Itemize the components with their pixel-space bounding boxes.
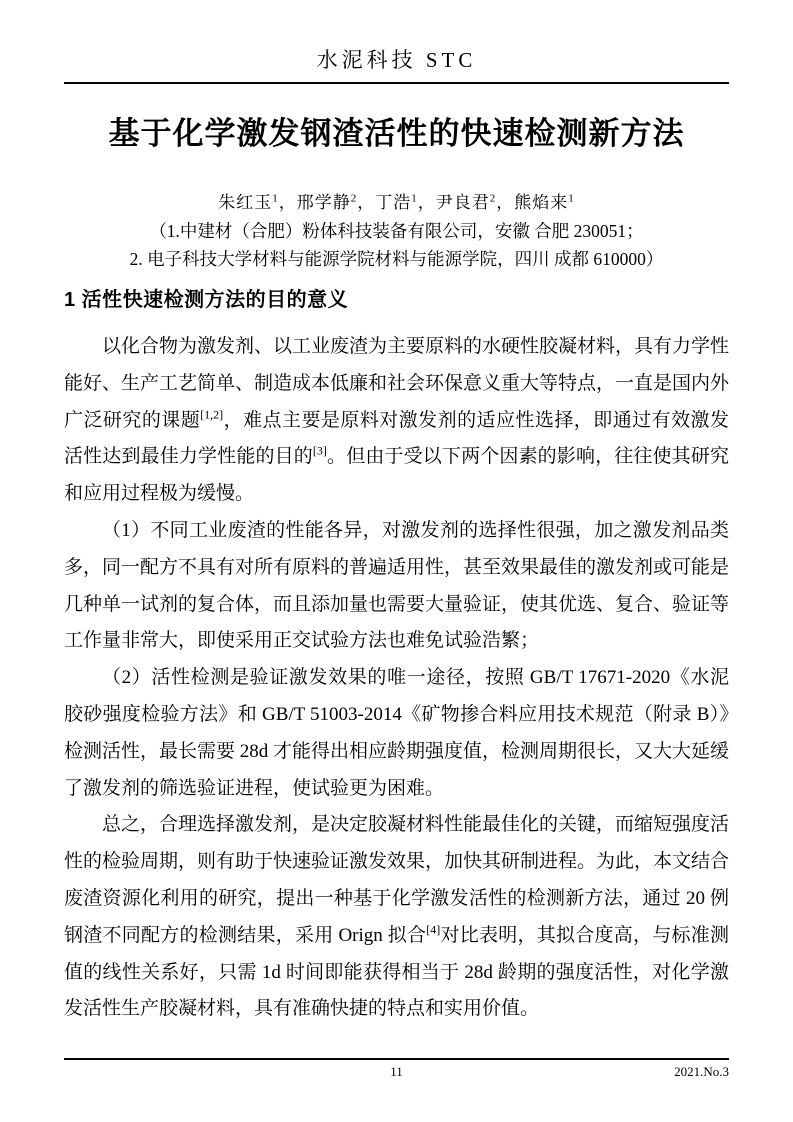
article-title: 基于化学激发钢渣活性的快速检测新方法 xyxy=(108,116,685,151)
issue-label: 2021.No.3 xyxy=(674,1064,729,1079)
text-run: 对比表明，其拟合度高，与标准测值的线性关系好，只需 1d 时间即能获得相当于 28d 龄期的强度活性，对化学激发活性生产胶凝材料，具有准确快捷的特点和实用价值。 xyxy=(64,924,729,1020)
authors-line xyxy=(0,190,793,216)
reference-superscript: 1 xyxy=(568,192,575,205)
text-run: 熊焰来 xyxy=(514,193,569,212)
text-run: （1）不同工业废渣的性能各异，对激发剂的选择性很强，加之激发剂品类多，同一配方不具有对所有原料的普遍适用性，甚至效果最佳的激发剂或可能是几种单一试剂的复合体，而且添加量也需要大量验证，使其优选、复合、验证等工作量非常大，即使采用正交试验方法也难免试验浩繁； xyxy=(64,519,730,652)
text-run: 总之，合理选择激发剂，是决定胶凝材料性能最佳化的关键，而缩短强度活性的检验周期，则有助于快速验证激发效果，加快其研制进程。为此，本文结合废渣资源化利用的研究，提出一种基于化学激发活性的检测新方法，通过 20 例钢渣不同配方的检测结果，采用 Orign 拟合 xyxy=(64,814,730,946)
affiliations xyxy=(0,218,793,273)
page-number: 11 xyxy=(390,1064,403,1079)
page-header xyxy=(0,0,793,84)
body-paragraph xyxy=(64,329,729,513)
text-run: ，难点主要是原料对激发剂的适应性选择，即通过有效激发活性达到最佳力学性能的目的 xyxy=(64,409,729,468)
text-run: ， xyxy=(278,193,297,212)
journal-title: 水泥科技 STC xyxy=(316,48,477,72)
text-run: ， xyxy=(496,193,515,212)
affiliation-line-2: 2. 电子科技大学材料与能源学院材料与能源学院，四川 成都 610000） xyxy=(129,248,664,269)
reference-superscript: [4] xyxy=(426,922,441,937)
footer-rule xyxy=(64,1058,729,1060)
text-run: 。但由于受以下两个因素的影响，往往使其研究和应用过程极为缓慢。 xyxy=(64,446,729,505)
text-run: ， xyxy=(417,193,436,212)
body-paragraph xyxy=(64,660,729,807)
body-paragraph xyxy=(64,513,729,660)
text-run: 尹良君 xyxy=(435,193,490,212)
text-run: ， xyxy=(357,193,376,212)
reference-superscript: [3] xyxy=(312,444,327,459)
article-body xyxy=(64,329,729,1028)
section-heading: 1 活性快速检测方法的目的意义 xyxy=(64,289,349,311)
reference-superscript: 2 xyxy=(489,192,497,205)
reference-superscript: 2 xyxy=(350,192,358,205)
body-paragraph xyxy=(64,807,729,1028)
text-run: 朱红玉 xyxy=(218,193,273,212)
footer-row xyxy=(64,1063,729,1081)
reference-superscript: [1,2] xyxy=(200,407,224,422)
text-run: （2）活性检测是验证激发效果的唯一途径，按照 GB/T 17671-2020《水泥胶砂强度检验方法》和 GB/T 51003-2014《矿物掺合料应用技术规范（附录 B）》检测活性，最长需要 28d 才能得出相应龄期强度值，检测周期很长，又大大延缓了激发剂的筛选验证进程，使试验更为困难。 xyxy=(64,667,730,799)
affiliation-line-1: （1.中建材（合肥）粉体科技装备有限公司，安徽 合肥 230051； xyxy=(149,221,644,241)
article-content xyxy=(0,108,793,1028)
text-run: 以化合物为激发剂、以工业废渣为主要原料的水硬性胶凝材料，具有力学性能好、生产工艺简单、制造成本低廉和社会环保意义重大等特点，一直是国内外广泛研究的课题 xyxy=(64,336,730,431)
page-footer xyxy=(64,1058,729,1081)
reference-superscript: 1 xyxy=(272,192,279,205)
text-run: 丁浩 xyxy=(375,193,412,212)
header-rule xyxy=(64,82,729,84)
text-run: 邢学静 xyxy=(296,193,351,212)
reference-superscript: 1 xyxy=(411,192,418,205)
